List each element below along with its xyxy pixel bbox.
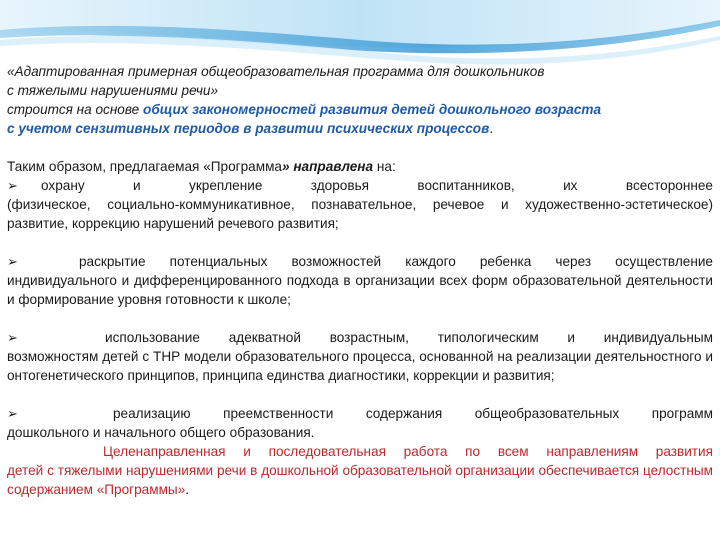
list-item-3-rest: возможностям детей с ТНР модели образовательного процесса, основанной на реализации деятельностного и онтогенетического принципов, принципа единства диагностики, коррекции и развития; bbox=[7, 349, 713, 383]
intro-line-3 bbox=[7, 100, 713, 119]
list-item-1 bbox=[7, 176, 713, 195]
header-wave-decoration bbox=[0, 0, 720, 70]
spacer bbox=[7, 309, 713, 328]
arrow-bullet-icon: ➢ bbox=[7, 330, 18, 345]
list-item-4 bbox=[7, 404, 713, 423]
closing-period: . bbox=[185, 482, 190, 497]
slide-body bbox=[7, 62, 713, 499]
list-item-2-first-line: раскрытие потенциальных возможностей каждого ребенка через осуществление bbox=[79, 254, 713, 269]
arrow-bullet-icon: ➢ bbox=[7, 406, 18, 421]
lead-bold: » направлена bbox=[281, 159, 374, 174]
intro-line-1: «Адаптированная примерная общеобразовательная программа для дошкольников bbox=[7, 64, 545, 79]
closing-first-line: Целенаправленная и последовательная работа по всем направлениям развития bbox=[103, 444, 713, 459]
lead-sentence bbox=[7, 157, 713, 176]
list-item-1-rest: (физическое, социально-коммуникативное, познавательное, речевое и художественно-эстетическое) развитие, коррекцию нарушений речевого развития; bbox=[7, 197, 713, 231]
arrow-bullet-icon: ➢ bbox=[7, 254, 18, 269]
closing-text: детей с тяжелыми нарушениями речи в дошкольной образовательной организации обеспечивается целостным содержанием «Программы» bbox=[7, 463, 713, 497]
list-item-3 bbox=[7, 328, 713, 347]
intro-period: . bbox=[489, 121, 494, 136]
list-item-1-first-line: охрану и укрепление здоровья воспитанников, их всестороннее bbox=[41, 178, 713, 193]
closing-rest bbox=[7, 461, 713, 499]
list-item-3-first-line: использование адекватной возрастным, типологическим и индивидуальным bbox=[105, 330, 713, 345]
list-item-4-rest: дошкольного и начального общего образования. bbox=[7, 425, 315, 440]
intro-prefix: строится на основе bbox=[7, 102, 144, 117]
list-item-4-first-line: реализацию преемственности содержания общеобразовательных программ bbox=[113, 406, 713, 421]
intro-highlight-2: с учетом сензитивных периодов в развитии психических процессов bbox=[7, 121, 490, 136]
spacer bbox=[7, 233, 713, 252]
list-item-2-rest: индивидуального и дифференцированного подхода в организации всех форм образовательной деятельности и формирование уровня готовности к школе; bbox=[7, 273, 713, 307]
intro-highlight-1: общих закономерностей развития детей дошкольного возраста bbox=[143, 102, 602, 117]
intro-line-4 bbox=[7, 119, 713, 138]
lead-suffix: на: bbox=[373, 159, 396, 174]
arrow-bullet-icon: ➢ bbox=[7, 178, 18, 193]
spacer bbox=[7, 385, 713, 404]
lead-prefix: Таким образом, предлагаемая «Программа bbox=[7, 159, 282, 174]
spacer bbox=[7, 138, 713, 157]
list-item-2 bbox=[7, 252, 713, 271]
intro-line-2: с тяжелыми нарушениями речи» bbox=[7, 83, 219, 98]
